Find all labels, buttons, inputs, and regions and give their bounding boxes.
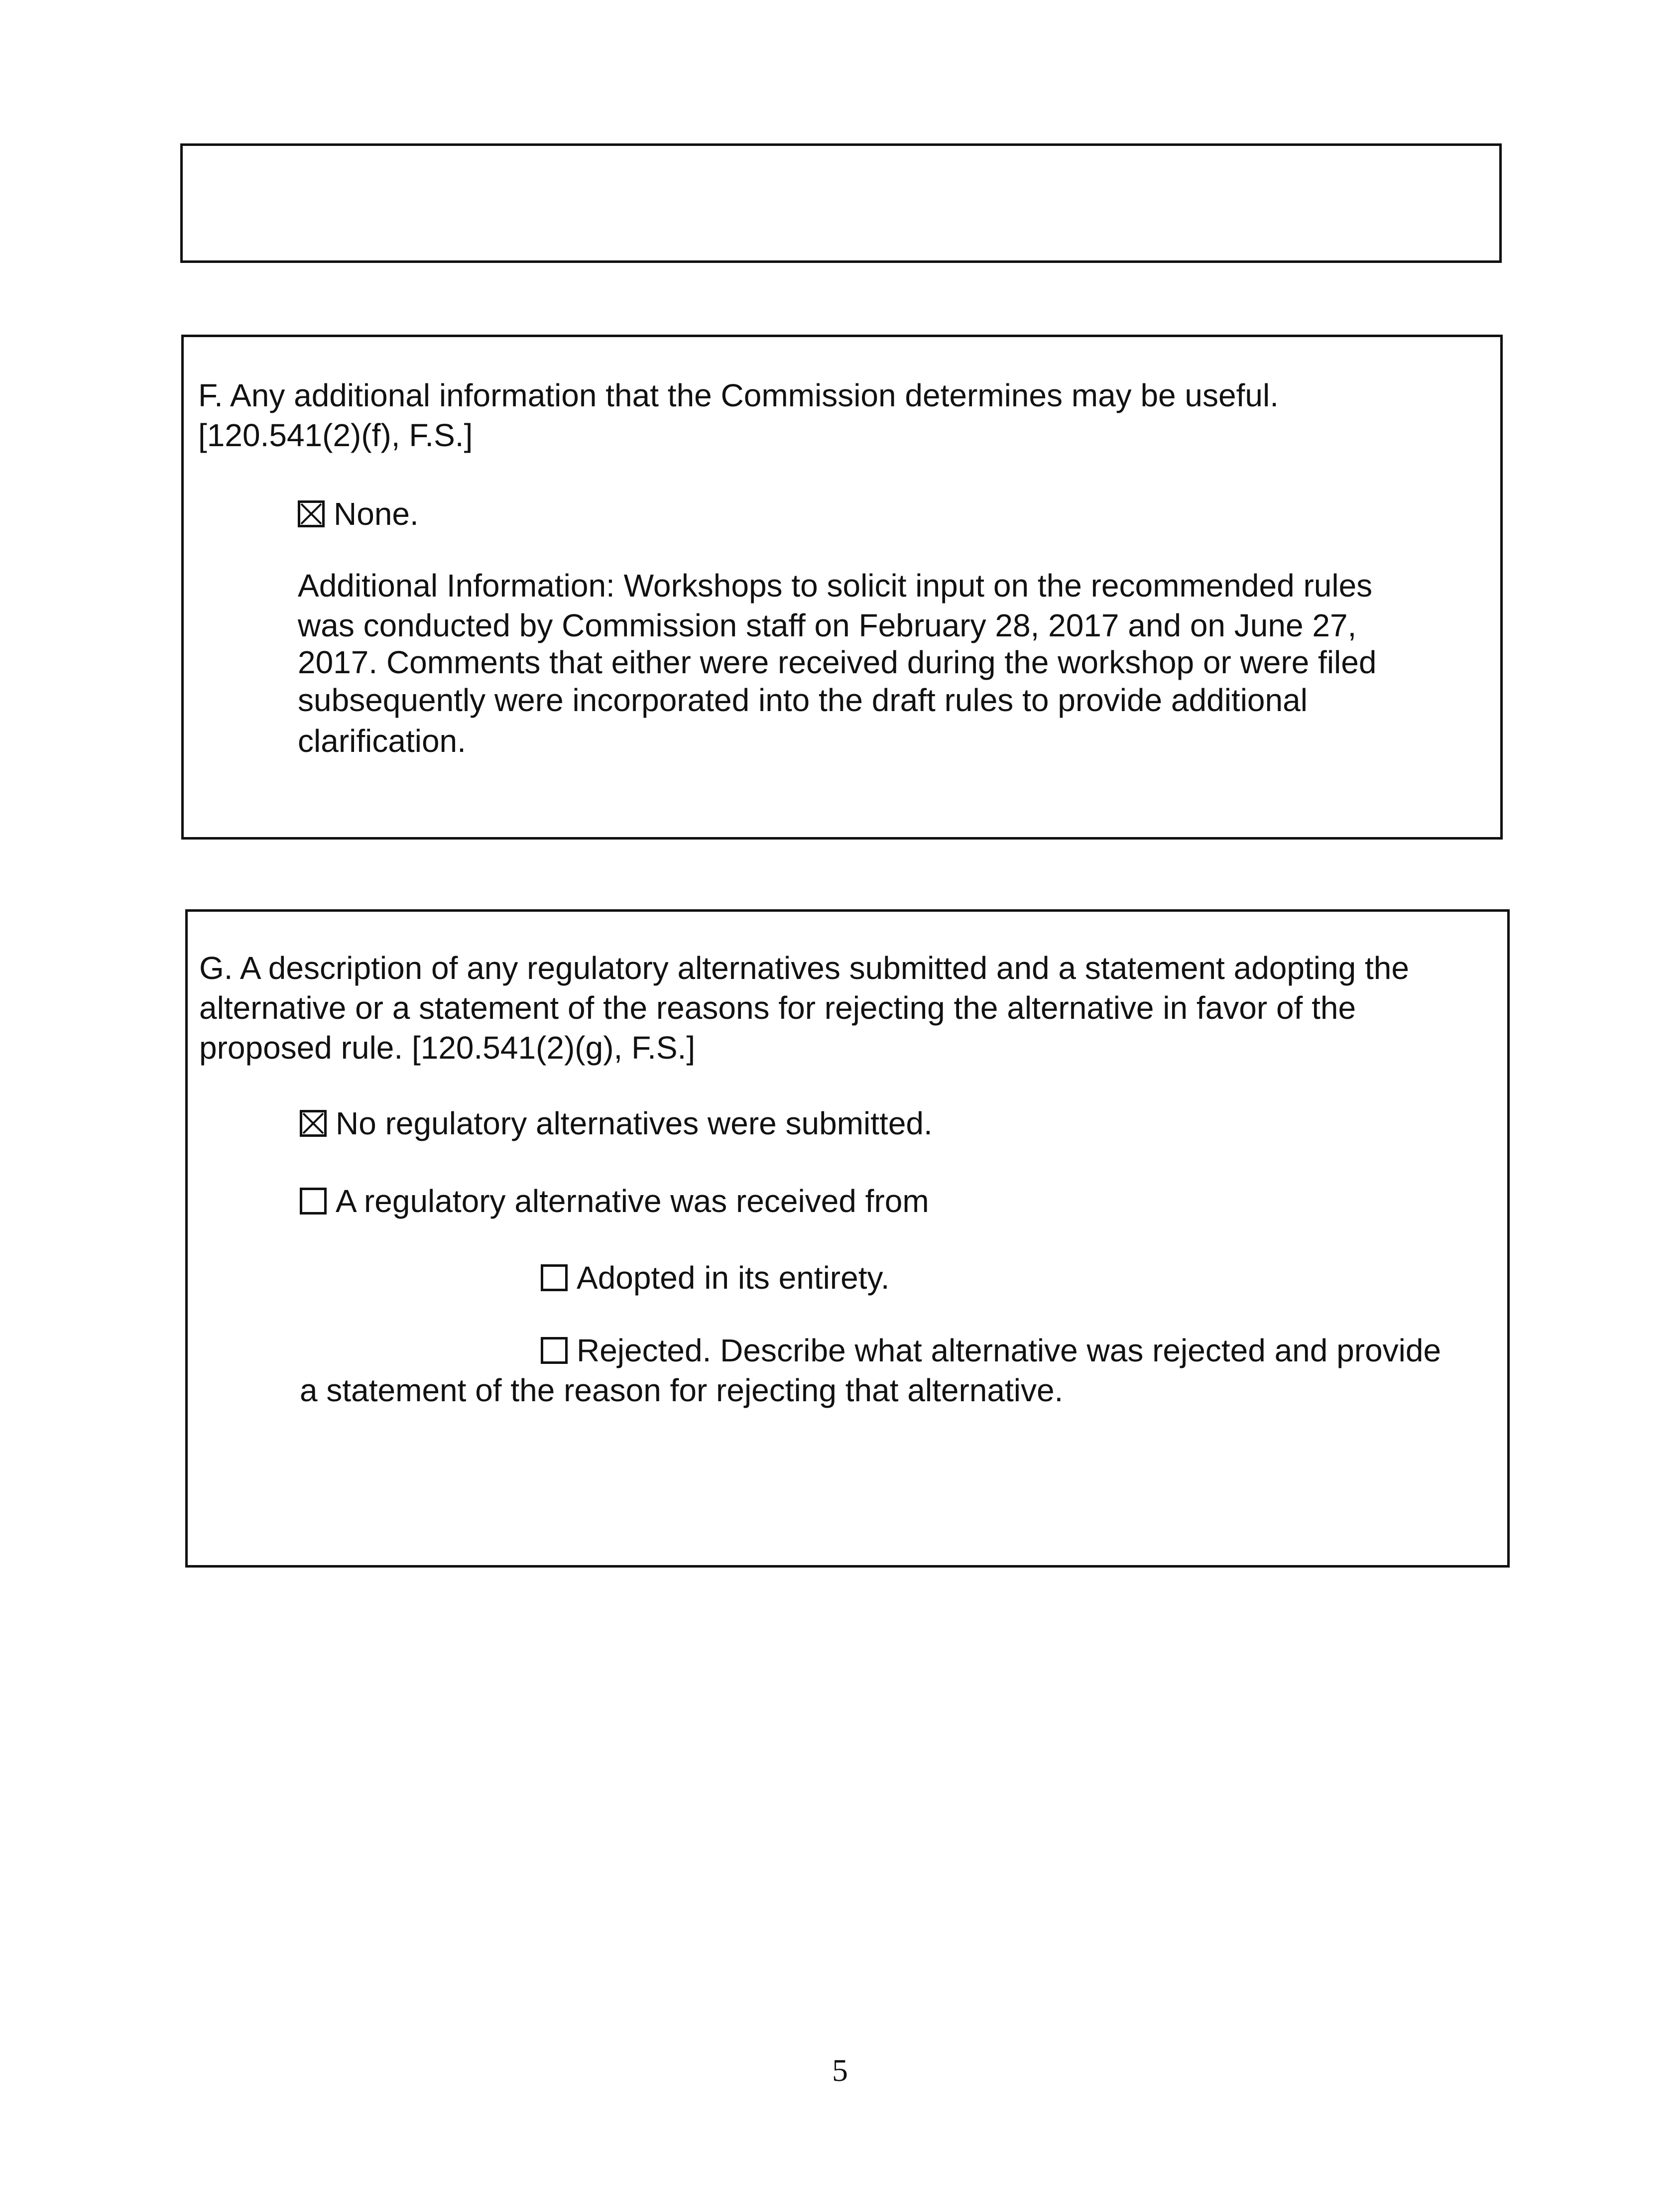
section-g-received-option[interactable]	[300, 1181, 929, 1221]
section-g-heading-line2: alternative or a statement of the reasons for rejecting the alternative in favor of the	[199, 990, 1356, 1026]
section-f-heading-line2: [120.541(2)(f), F.S.]	[198, 417, 473, 453]
checked-box-icon[interactable]	[298, 500, 325, 527]
checked-box-icon[interactable]	[300, 1110, 327, 1137]
empty-checkbox-icon[interactable]	[300, 1188, 327, 1215]
section-g-received-label: A regulatory alternative was received from	[336, 1183, 929, 1219]
section-f-heading-line1: F. Any additional information that the Commission determines may be useful.	[198, 377, 1279, 413]
section-g-rejected-label: Rejected. Describe what alternative was rejected and provide	[577, 1333, 1441, 1368]
empty-checkbox-icon[interactable]	[541, 1337, 568, 1364]
section-f-none-option[interactable]	[298, 494, 419, 534]
section-g-heading-line1: G. A description of any regulatory alternatives submitted and a statement adopting the	[199, 950, 1409, 986]
section-g-heading-line3: proposed rule. [120.541(2)(g), F.S.]	[199, 1030, 696, 1066]
section-f-info-line2: was conducted by Commission staff on February 28, 2017 and on June 27,	[298, 608, 1357, 643]
section-g-rejected-continuation: a statement of the reason for rejecting that alternative.	[300, 1372, 1064, 1408]
section-g-no-alternatives-option[interactable]	[300, 1103, 933, 1143]
page-number: 5	[832, 2053, 848, 2088]
section-f-info-line5: clarification.	[298, 723, 466, 759]
section-f-info-line1: Additional Information: Workshops to solicit input on the recommended rules	[298, 568, 1373, 604]
section-f-info-line3: 2017. Comments that either were received during the workshop or were filed	[298, 644, 1377, 680]
empty-checkbox-icon[interactable]	[541, 1264, 568, 1291]
section-f-info-line4: subsequently were incorporated into the draft rules to provide additional	[298, 682, 1308, 718]
section-g-adopted-label: Adopted in its entirety.	[577, 1260, 890, 1296]
section-g-rejected-option[interactable]	[541, 1331, 1441, 1370]
section-f-none-label: None.	[334, 496, 419, 532]
section-g-adopted-option[interactable]	[541, 1258, 890, 1298]
section-g-no-alternatives-label: No regulatory alternatives were submitted.	[336, 1105, 933, 1141]
section-e-box	[180, 143, 1502, 263]
